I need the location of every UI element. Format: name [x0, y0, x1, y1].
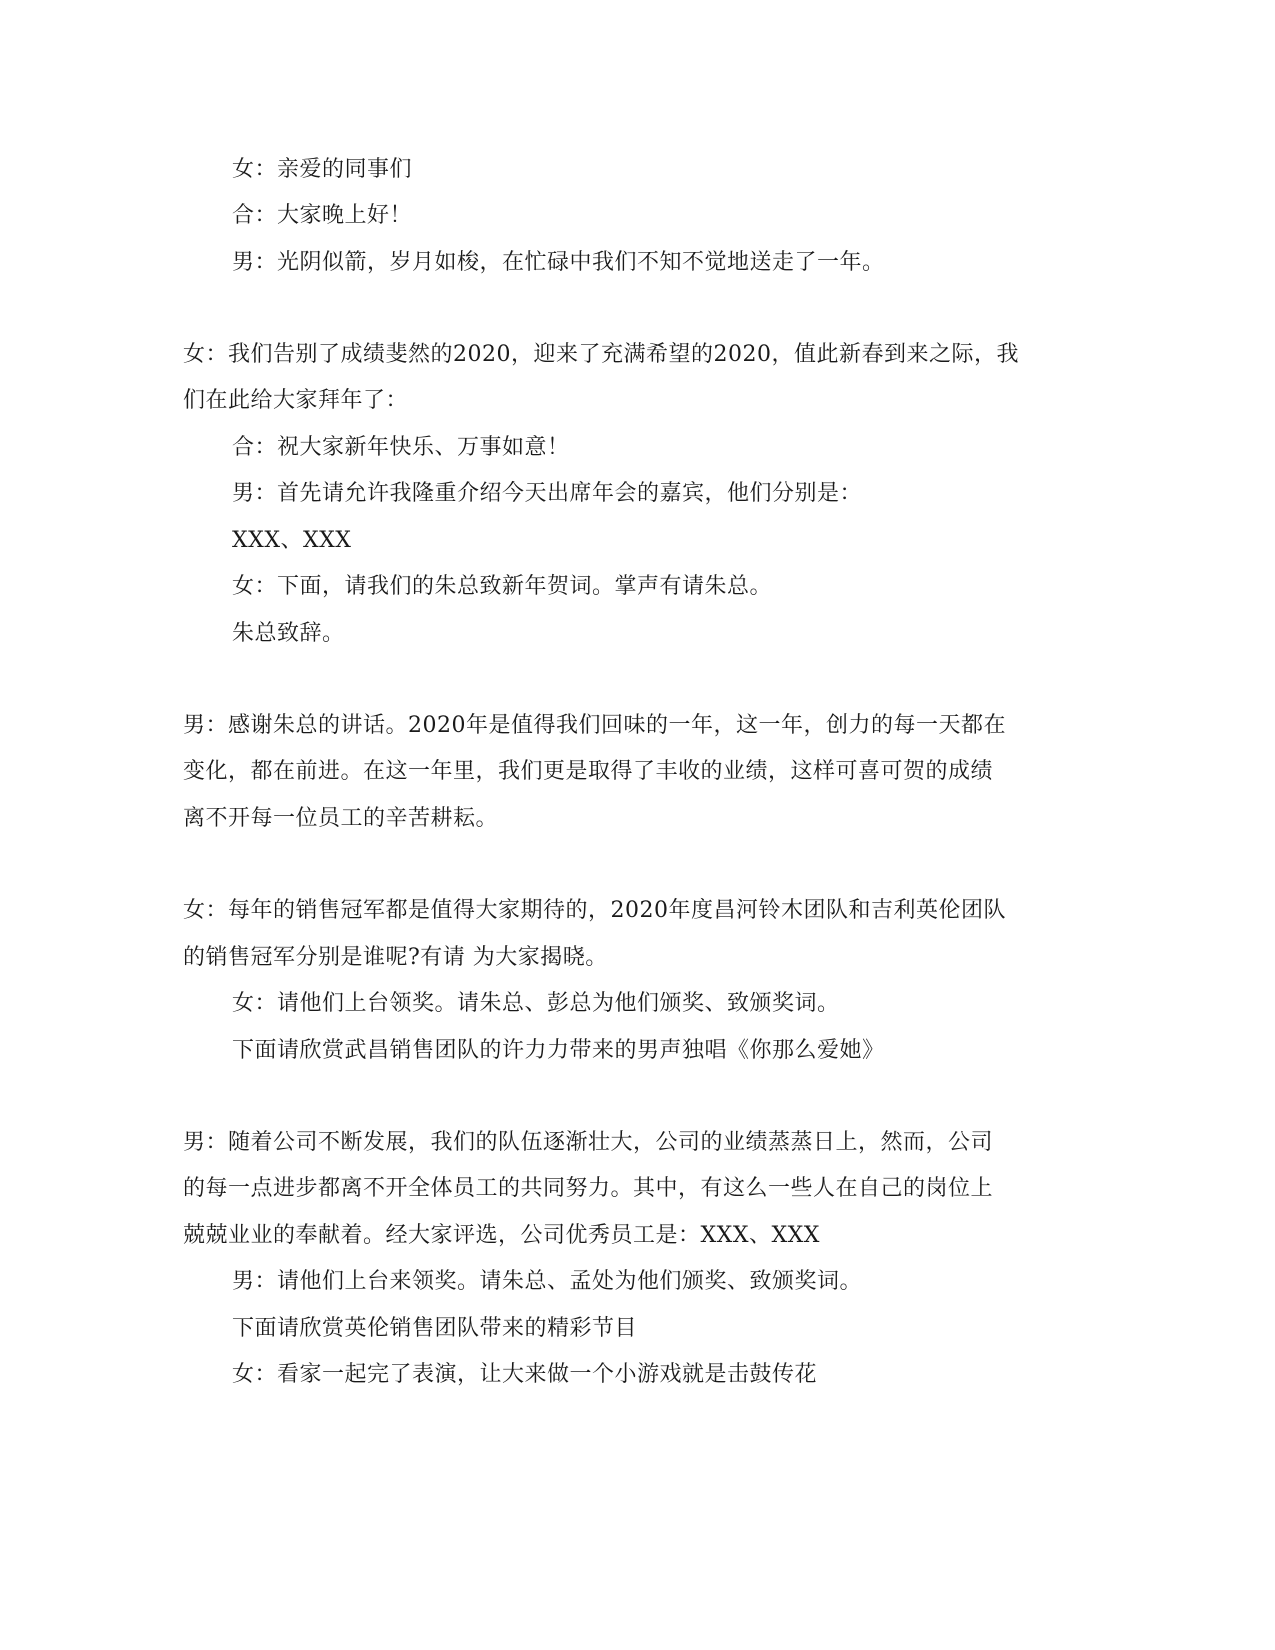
script-line: 女：看家一起完了表演，让大来做一个小游戏就是击鼓传花 — [232, 1362, 818, 1387]
script-line: 男：感谢朱总的讲话。2020年是值得我们回味的一年，这一年，创力的每一天都在 — [183, 713, 1006, 738]
script-line: 女：每年的销售冠军都是值得大家期待的，2020年度昌河铃木团队和吉利英伦团队 — [183, 898, 1006, 923]
script-line: 女：请他们上台领奖。请朱总、彭总为他们颁奖、致颁奖词。 — [232, 991, 840, 1016]
script-line: 朱总致辞。 — [232, 621, 345, 646]
script-line: 合：祝大家新年快乐、万事如意！ — [232, 435, 570, 460]
script-line: 男：首先请允许我隆重介绍今天出席年会的嘉宾，他们分别是： — [232, 481, 863, 506]
script-line: 下面请欣赏武昌销售团队的许力力带来的男声独唱《你那么爱她》 — [232, 1038, 885, 1063]
script-line: 下面请欣赏英伦销售团队带来的精彩节目 — [232, 1316, 638, 1341]
script-line: 男：请他们上台来领奖。请朱总、孟处为他们颁奖、致颁奖词。 — [232, 1269, 863, 1294]
script-line: 们在此给大家拜年了： — [183, 388, 409, 413]
script-line: XXX、XXX — [232, 528, 352, 553]
script-line: 变化，都在前进。在这一年里，我们更是取得了丰收的业绩，这样可喜可贺的成绩 — [183, 759, 994, 784]
script-line: 女：亲爱的同事们 — [232, 157, 413, 182]
script-line: 离不开每一位员工的辛苦耕耘。 — [183, 806, 499, 831]
script-line: 男：随着公司不断发展，我们的队伍逐渐壮大，公司的业绩蒸蒸日上，然而，公司 — [183, 1130, 994, 1155]
script-line: 女：我们告别了成绩斐然的2020，迎来了充满希望的2020，值此新春到来之际，我 — [183, 342, 1019, 367]
script-line: 的销售冠军分别是谁呢?有请 为大家揭晓。 — [183, 945, 608, 970]
script-line: 合：大家晚上好！ — [232, 203, 413, 228]
script-line: 的每一点进步都离不开全体员工的共同努力。其中，有这么一些人在自己的岗位上 — [183, 1176, 994, 1201]
script-line: 兢兢业业的奉献着。经大家评选，公司优秀员工是：XXX、XXX — [183, 1223, 820, 1248]
script-line: 男：光阴似箭，岁月如梭，在忙碌中我们不知不觉地送走了一年。 — [232, 250, 885, 275]
script-line: 女：下面，请我们的朱总致新年贺词。掌声有请朱总。 — [232, 574, 773, 599]
